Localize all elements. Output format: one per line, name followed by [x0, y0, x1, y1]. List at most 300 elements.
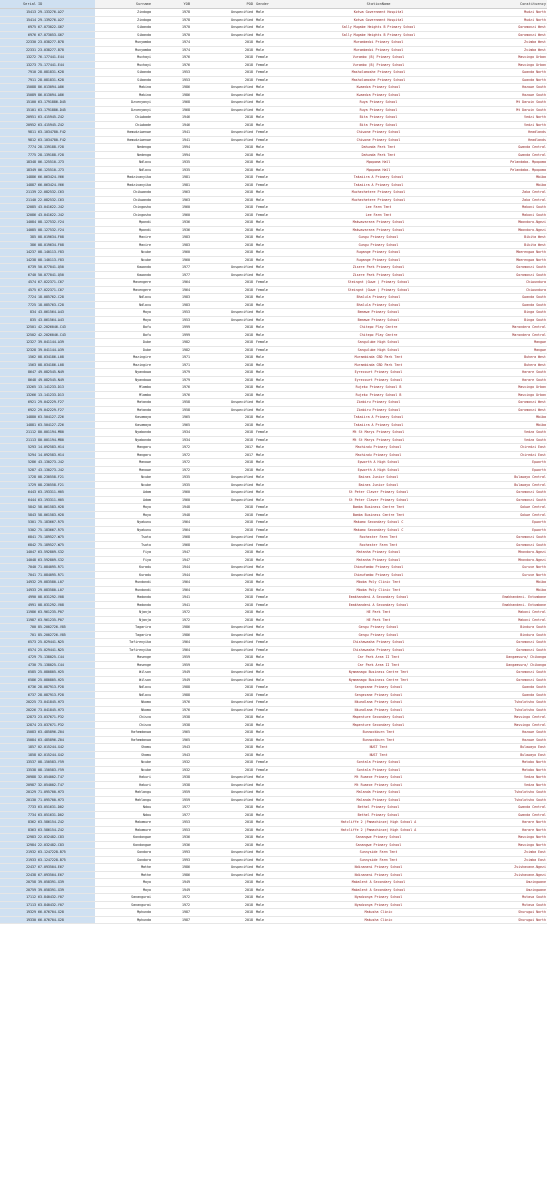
table-row[interactable] — [0, 879, 547, 887]
cell-pod: Unspecified — [191, 316, 254, 324]
table-row[interactable] — [0, 136, 547, 144]
cell-pod: 2018 — [191, 204, 254, 212]
table-row[interactable] — [0, 774, 547, 782]
table-row[interactable] — [0, 24, 547, 32]
table-row[interactable] — [0, 91, 547, 99]
cell-serial: 20759 — [0, 886, 37, 894]
cell-id: 22-032482-C83 — [37, 841, 95, 849]
table-row[interactable] — [0, 661, 547, 669]
cell-serial: 7775 — [0, 151, 37, 159]
table-row[interactable] — [0, 46, 547, 54]
table-row[interactable] — [0, 76, 547, 84]
table-row[interactable] — [0, 459, 547, 467]
table-row[interactable] — [0, 916, 547, 924]
table-row[interactable] — [0, 549, 547, 557]
cell-yob: 1949 — [152, 879, 191, 887]
cell-pod: Unspecified — [191, 676, 254, 684]
cell-surname: Makamure — [95, 826, 152, 834]
cell-station-name: Sontala Primary School — [307, 766, 450, 774]
table-row[interactable] — [0, 181, 547, 189]
cell-constituency: Goromonzi South — [450, 676, 547, 684]
cell-gender: Female — [254, 76, 307, 84]
cell-station-name: Matanha Primary School — [307, 549, 450, 557]
table-row[interactable] — [0, 369, 547, 377]
table-row[interactable] — [0, 564, 547, 572]
table-row[interactable] — [0, 519, 547, 527]
cell-constituency: Headlands — [450, 136, 547, 144]
table-row[interactable] — [0, 69, 547, 77]
table-row[interactable] — [0, 856, 547, 864]
table-row[interactable] — [0, 654, 547, 662]
cell-station-name: Chitepo Play Centre — [307, 331, 450, 339]
table-row[interactable] — [0, 864, 547, 872]
cell-constituency: Chiredzi East — [450, 444, 547, 452]
table-row[interactable] — [0, 144, 547, 152]
table-row[interactable] — [0, 541, 547, 549]
table-row[interactable] — [0, 759, 547, 767]
table-row[interactable] — [0, 834, 547, 842]
cell-pod: Unspecified — [191, 264, 254, 272]
cell-id: 63-193311-H05 — [37, 489, 95, 497]
cell-pod: 2018 — [191, 181, 254, 189]
cell-gender: Male — [254, 354, 307, 362]
table-row[interactable] — [0, 556, 547, 564]
table-row[interactable] — [0, 189, 547, 197]
cell-surname: Ndlovu — [95, 691, 152, 699]
cell-station-name: Kotwa Government Hospital — [307, 16, 450, 24]
cell-id: 08-230558-F21 — [37, 481, 95, 489]
cell-surname: Matanda — [95, 399, 152, 407]
cell-serial: 6841 — [0, 534, 37, 542]
table-row[interactable] — [0, 871, 547, 879]
cell-pod: Unspecified — [191, 534, 254, 542]
cell-pod: 2018 — [191, 691, 254, 699]
table-row[interactable] — [0, 811, 547, 819]
cell-pod: 2018 — [191, 46, 254, 54]
table-row[interactable] — [0, 511, 547, 519]
cell-id: 63-485896-Z04 — [37, 729, 95, 737]
table-row[interactable] — [0, 714, 547, 722]
table-row[interactable] — [0, 571, 547, 579]
cell-pod: 2018 — [191, 811, 254, 819]
column-header-station-name[interactable]: StationName — [307, 0, 450, 9]
column-header-serial[interactable]: Serial — [0, 0, 37, 9]
cell-serial: 22438 — [0, 871, 37, 879]
table-row[interactable] — [0, 594, 547, 602]
cell-yob: 1968 — [152, 534, 191, 542]
cell-pod: Unspecified — [191, 796, 254, 804]
column-header-constituency[interactable]: Constituency — [450, 0, 547, 9]
table-row[interactable] — [0, 841, 547, 849]
table-row[interactable] — [0, 99, 547, 107]
table-row[interactable] — [0, 9, 547, 17]
table-row[interactable] — [0, 399, 547, 407]
column-header-gender[interactable]: Gender — [254, 0, 307, 9]
table-row[interactable] — [0, 826, 547, 834]
cell-constituency: Mbondoro-Ngezi — [450, 219, 547, 227]
cell-surname: Hamudziwenwe — [95, 136, 152, 144]
cell-pod: Unspecified — [191, 849, 254, 857]
table-row[interactable] — [0, 721, 547, 729]
cell-gender: Male — [254, 384, 307, 392]
table-row[interactable] — [0, 586, 547, 594]
table-row[interactable] — [0, 669, 547, 677]
cell-station-name: Sunnyside Farm Tent — [307, 856, 450, 864]
column-header-yob[interactable]: YOB — [152, 0, 191, 9]
cell-gender: Female — [254, 534, 307, 542]
table-row[interactable] — [0, 819, 547, 827]
cell-yob: 1983 — [152, 241, 191, 249]
cell-serial: 21933 — [0, 856, 37, 864]
cell-gender: Male — [254, 781, 307, 789]
table-row[interactable] — [0, 504, 547, 512]
table-row[interactable] — [0, 271, 547, 279]
table-row[interactable] — [0, 219, 547, 227]
table-row[interactable] — [0, 804, 547, 812]
table-row[interactable] — [0, 174, 547, 182]
cell-surname: Moyo — [95, 316, 152, 324]
table-row[interactable] — [0, 294, 547, 302]
table-row[interactable] — [0, 324, 547, 332]
table-row[interactable] — [0, 489, 547, 497]
cell-constituency: Goromonzi West — [450, 31, 547, 39]
table-row[interactable] — [0, 481, 547, 489]
cell-gender: Male — [254, 451, 307, 459]
table-row[interactable] — [0, 616, 547, 624]
table-row[interactable] — [0, 339, 547, 347]
cell-station-name: Zimbiru Primary School — [307, 399, 450, 407]
table-row[interactable] — [0, 331, 547, 339]
cell-constituency: Hazowe South — [450, 729, 547, 737]
table-row[interactable] — [0, 766, 547, 774]
cell-station-name: Vurombo (B) Primary School — [307, 61, 450, 69]
table-row[interactable] — [0, 234, 547, 242]
cell-pod: Unspecified — [191, 106, 254, 114]
table-row[interactable] — [0, 601, 547, 609]
cell-yob: 1982 — [152, 346, 191, 354]
table-row[interactable] — [0, 121, 547, 129]
table-row[interactable] — [0, 286, 547, 294]
cell-station-name: Mt Ruaece Primary School — [307, 781, 450, 789]
cell-yob: 1960 — [152, 211, 191, 219]
cell-id: 23-037671-P32 — [37, 721, 95, 729]
table-row[interactable] — [0, 16, 547, 24]
cell-id: 22-082532-C63 — [37, 196, 95, 204]
cell-station-name: Machindu Primary School — [307, 444, 450, 452]
cell-gender: Male — [254, 661, 307, 669]
table-row[interactable] — [0, 346, 547, 354]
cell-yob: 1976 — [152, 384, 191, 392]
cell-yob: 1959 — [152, 661, 191, 669]
table-row[interactable] — [0, 279, 547, 287]
table-row[interactable] — [0, 84, 547, 92]
cell-station-name: Muchechetere Primary School — [307, 189, 450, 197]
table-row[interactable] — [0, 429, 547, 437]
table-row[interactable] — [0, 849, 547, 857]
cell-constituency: Makoni South — [450, 211, 547, 219]
cell-yob: 1986 — [152, 871, 191, 879]
cell-id: 63-504127-Z26 — [37, 414, 95, 422]
cell-pod: 2018 — [191, 819, 254, 827]
cell-yob: 1964 — [152, 526, 191, 534]
table-row[interactable] — [0, 526, 547, 534]
table-row[interactable] — [0, 466, 547, 474]
table-row[interactable] — [0, 159, 547, 167]
table-row[interactable] — [0, 444, 547, 452]
cell-serial: 6586 — [0, 676, 37, 684]
cell-serial: 385 — [0, 234, 37, 242]
cell-constituency: Zaka Central — [450, 189, 547, 197]
table-row[interactable] — [0, 204, 547, 212]
table-row[interactable] — [0, 579, 547, 587]
table-row[interactable] — [0, 316, 547, 324]
cell-pod: 2018 — [191, 429, 254, 437]
cell-constituency: Zvimba East — [450, 856, 547, 864]
cell-yob: 1972 — [152, 466, 191, 474]
cell-surname: Moyo — [95, 886, 152, 894]
cell-pod: 2018 — [191, 69, 254, 77]
cell-id: 80-001194-M80 — [37, 436, 95, 444]
cell-gender: Male — [254, 826, 307, 834]
cell-gender: Male — [254, 114, 307, 122]
cell-serial: 8362 — [0, 819, 37, 827]
cell-pod: 2018 — [191, 421, 254, 429]
cell-constituency: Pelandaba- Mpopoma — [450, 159, 547, 167]
table-row[interactable] — [0, 151, 547, 159]
table-row[interactable] — [0, 474, 547, 482]
cell-gender: Male — [254, 669, 307, 677]
cell-gender: Male — [254, 151, 307, 159]
table-row[interactable] — [0, 129, 547, 137]
cell-surname: Sanangurai — [95, 901, 152, 909]
cell-serial: 4991 — [0, 601, 37, 609]
table-row[interactable] — [0, 894, 547, 902]
cell-serial: 11986 — [0, 609, 37, 617]
table-row[interactable] — [0, 751, 547, 759]
table-row[interactable] — [0, 376, 547, 384]
table-row[interactable] — [0, 886, 547, 894]
cell-serial: 6922 — [0, 406, 37, 414]
table-row[interactable] — [0, 496, 547, 504]
cell-station-name: Chimufombo Primary School — [307, 564, 450, 572]
cell-serial: 14933 — [0, 586, 37, 594]
table-row[interactable] — [0, 451, 547, 459]
table-row[interactable] — [0, 729, 547, 737]
table-row[interactable] — [0, 406, 547, 414]
table-row[interactable] — [0, 691, 547, 699]
cell-surname: Kawondo — [95, 271, 152, 279]
cell-station-name: Murombedzi Primary School — [307, 46, 450, 54]
table-row[interactable] — [0, 436, 547, 444]
cell-station-name: Bhalula Primary School — [307, 301, 450, 309]
cell-id: 42-2026046-C43 — [37, 331, 95, 339]
cell-constituency: Vedza South — [450, 429, 547, 437]
table-row[interactable] — [0, 624, 547, 632]
cell-id: 58-061583-H28 — [37, 504, 95, 512]
column-header-surname[interactable]: Surname — [95, 0, 152, 9]
cell-gender: Female — [254, 286, 307, 294]
cell-surname: Sibanda — [95, 76, 152, 84]
table-row[interactable] — [0, 639, 547, 647]
cell-constituency: Vedzi North — [450, 121, 547, 129]
cell-station-name: Mboba Poly Clinic Tent — [307, 586, 450, 594]
cell-station-name: Car Park Area II Tent — [307, 654, 450, 662]
cell-yob: 1964 — [152, 286, 191, 294]
cell-surname: Nyakunu — [95, 519, 152, 527]
table-row[interactable] — [0, 166, 547, 174]
cell-surname: Sibanda — [95, 69, 152, 77]
cell-constituency: Guruve North — [450, 571, 547, 579]
table-row[interactable] — [0, 789, 547, 797]
cell-surname: Ncube — [95, 481, 152, 489]
cell-pod: Unspecified — [191, 789, 254, 797]
cell-pod: 2018 — [191, 144, 254, 152]
cell-id: 29-133276-A27 — [37, 9, 95, 17]
cell-yob: 1994 — [152, 151, 191, 159]
table-row[interactable] — [0, 241, 547, 249]
table-row[interactable] — [0, 54, 547, 62]
column-header-id[interactable]: ID — [37, 0, 95, 9]
cell-constituency: Gwanda South — [450, 294, 547, 302]
table-row[interactable] — [0, 631, 547, 639]
table-row[interactable] — [0, 391, 547, 399]
cell-gender: Female — [254, 211, 307, 219]
cell-constituency: Zvimba West — [450, 46, 547, 54]
cell-surname: Wilson — [95, 669, 152, 677]
cell-pod: 2018 — [191, 436, 254, 444]
table-row[interactable] — [0, 211, 547, 219]
cell-constituency: Tsholotsho South — [450, 789, 547, 797]
table-row[interactable] — [0, 301, 547, 309]
table-row[interactable] — [0, 646, 547, 654]
cell-pod: 2018 — [191, 159, 254, 167]
cell-constituency: Mangwe — [450, 339, 547, 347]
cell-constituency: Goromonzi South — [450, 534, 547, 542]
cell-constituency: Buhera West — [450, 361, 547, 369]
table-row[interactable] — [0, 31, 547, 39]
table-row[interactable] — [0, 196, 547, 204]
table-row[interactable] — [0, 361, 547, 369]
cell-surname: Moyo — [95, 309, 152, 317]
cell-surname: Mundondi — [95, 579, 152, 587]
table-row[interactable] — [0, 384, 547, 392]
cell-surname: Sanangurai — [95, 894, 152, 902]
cell-gender: Female — [254, 69, 307, 77]
cell-yob: 1977 — [152, 811, 191, 819]
table-row[interactable] — [0, 249, 547, 257]
cell-constituency: Epworth — [450, 526, 547, 534]
table-row[interactable] — [0, 534, 547, 542]
table-row[interactable] — [0, 61, 547, 69]
cell-yob: 1964 — [152, 639, 191, 647]
cell-yob: 1932 — [152, 759, 191, 767]
cell-station-name: Mpopoma Hall — [307, 166, 450, 174]
table-row[interactable] — [0, 699, 547, 707]
cell-surname: Tsoto — [95, 534, 152, 542]
cell-surname: Hamudziwenwe — [95, 129, 152, 137]
cell-constituency: Bulawayo Central — [450, 474, 547, 482]
cell-station-name: Lee Farm Tent — [307, 211, 450, 219]
cell-id: 67-022371-C67 — [37, 279, 95, 287]
table-row[interactable] — [0, 226, 547, 234]
table-row[interactable] — [0, 706, 547, 714]
cell-station-name: Mapenture Secondary School — [307, 714, 450, 722]
table-row[interactable] — [0, 39, 547, 47]
cell-station-name: Machindu Primary School — [307, 451, 450, 459]
table-row[interactable] — [0, 684, 547, 692]
table-row[interactable] — [0, 264, 547, 272]
cell-serial: 20130 — [0, 796, 37, 804]
cell-id: 43-041622-J42 — [37, 204, 95, 212]
cell-pod: 2018 — [191, 211, 254, 219]
cell-yob: 1968 — [152, 106, 191, 114]
cell-station-name: Baines Junior School — [307, 474, 450, 482]
table-row[interactable] — [0, 309, 547, 317]
cell-pod: Unspecified — [191, 496, 254, 504]
table-row[interactable] — [0, 781, 547, 789]
cell-pod: 2018 — [191, 376, 254, 384]
table-row[interactable] — [0, 421, 547, 429]
cell-id: 75-138025-C44 — [37, 661, 95, 669]
cell-yob: 1976 — [152, 61, 191, 69]
cell-id: 66-076704-G28 — [37, 916, 95, 924]
cell-surname: Mphunda — [95, 916, 152, 924]
cell-id: 63-592809-S32 — [37, 549, 95, 557]
cell-station-name: Ruya Primary School — [307, 106, 450, 114]
cell-id: 63-586154-Z42 — [37, 826, 95, 834]
column-header-pod[interactable]: POD — [191, 0, 254, 9]
table-row[interactable] — [0, 114, 547, 122]
cell-serial: 8363 — [0, 826, 37, 834]
cell-id: 85-2002726-V85 — [37, 624, 95, 632]
table-row[interactable] — [0, 106, 547, 114]
table-row[interactable] — [0, 901, 547, 909]
cell-pod: 2018 — [191, 286, 254, 294]
cell-serial: 20951 — [0, 114, 37, 122]
cell-serial: 14085 — [0, 226, 37, 234]
cell-pod: 2018 — [191, 196, 254, 204]
cell-surname: Munyamba — [95, 39, 152, 47]
cell-constituency: Chiwundura — [450, 279, 547, 287]
table-row[interactable] — [0, 256, 547, 264]
table-row[interactable] — [0, 744, 547, 752]
cell-id: 25-080805-H25 — [37, 669, 95, 677]
cell-yob: 1949 — [152, 676, 191, 684]
cell-gender: Male — [254, 309, 307, 317]
cell-gender: Male — [254, 856, 307, 864]
table-row[interactable] — [0, 676, 547, 684]
cell-gender: Male — [254, 909, 307, 917]
cell-constituency: Zaka Central — [450, 196, 547, 204]
cell-surname: Chisvo — [95, 721, 152, 729]
table-row[interactable] — [0, 796, 547, 804]
cell-pod: 2018 — [191, 579, 254, 587]
cell-serial: 21113 — [0, 436, 37, 444]
table-row[interactable] — [0, 354, 547, 362]
table-row[interactable] — [0, 909, 547, 917]
cell-pod: 2018 — [191, 879, 254, 887]
cell-pod: 2018 — [191, 189, 254, 197]
cell-surname: Chikwanda — [95, 189, 152, 197]
table-row[interactable] — [0, 609, 547, 617]
table-row[interactable] — [0, 736, 547, 744]
table-row[interactable] — [0, 414, 547, 422]
cell-station-name: Kwaedza Primary School — [307, 84, 450, 92]
cell-serial: 20226 — [0, 706, 37, 714]
cell-gender: Male — [254, 811, 307, 819]
cell-id: 28-087913-P28 — [37, 691, 95, 699]
cell-pod: 2018 — [191, 354, 254, 362]
